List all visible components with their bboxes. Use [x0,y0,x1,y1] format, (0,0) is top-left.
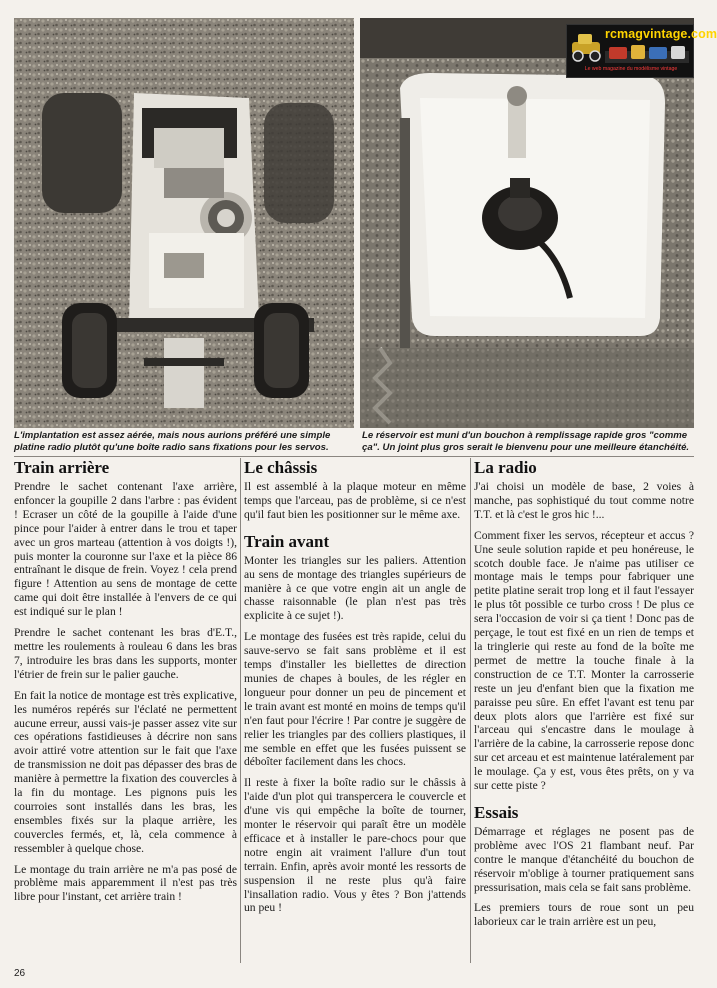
paragraph: J'ai choisi un modèle de base, 2 voies à manche, pas sophistiqué du tout comme notre T.T. et là c'est le gros hic !... [474,480,694,521]
paragraph: En fait la notice de montage est très explicative, les numéros repérés sur l'éclaté ne permettent aucune erreur, aussi vais-je passer assez vite sur ces opérations fastidieuses à décrire non sans avoir attiré votre attention sur le fait que l'axe de transmission ne doit pas dépasser des bras de manière à permettre la fixation des couvercles à la fin du montage. Les pignons puis les courroies sont installés dans les bras, les ensembles fixés sur la plaque arrière, les couvercles fermés, et, là, cela commence à ressembler à quelque chose. [14,688,237,855]
column-divider-2 [470,458,471,963]
paragraph: Le montage des fusées est très rapide, celui du sauve-servo se fait sans problème et il est temps d'installer les biellettes de direction munies de chapes à boules, de les régler en longueur pour donner un peu de pincement et le train avant est monté en moins de temps qu'il n'en faut pour l'écrire ! Par contre je suggère de relier les triangles par des colliers plastiques, il me semble en effet que les fusées puissent se déboîter facilement dans les chocs. [244,630,466,769]
fuel-tank-photo-illustration [360,18,694,428]
logo-title: rcmagvintage.com [605,27,717,41]
logo-tagline: Le web magazine du modélisme vintage [584,66,678,72]
paragraph: Les premiers tours de roue sont un peu laborieux car le train arrière est un peu, [474,901,694,929]
chassis-photo-illustration [14,18,354,428]
paragraph: Comment fixer les servos, récepteur et accus ? Une seule solution rapide et peu honéreuse, le scotch double face. Je n'aime pas utiliser ce montage mais le temps pour fabriquer une petite platine serait trop long et il faut l'essayer le plus tôt possible ce turbo cross ! De plus ce sera l'occasion de voir si ça tient ! Donc pas de perçage, le tout est fixé en un rien de temps et la tringlerie qui reste au fond de la boîte me permet de mettre la touche finale à la construction de ce T.T. Monter la carrosserie reste un jeu d'enfant bien que la fixation me paraisse peu sûre. En effet l'avant est tenu par deux plots alors que l'arrière est fixé sur l'arceau qui s'encastre dans le moulage à l'arrière de la cabine, la carrosserie repose donc sur cet arceau et est maintenue latéralement par le moulage. Ça y est, vous êtes prêts, on y va sur cette piste ? [474,528,694,793]
photo-chassis-top-view [14,18,354,428]
paragraph: Prendre le sachet contenant les bras d'E.T., mettre les roulements à rouleau 6 dans les bras 7, introduire les bras dans les supports, monter l'étrier de frein sur le palier gauche. [14,626,237,681]
paragraph: Prendre le sachet contenant l'axe arrière, enfoncer la goupille 2 dans l'arbre : pas évident ! Ecraser un côté de la goupille à l'aide d'une pince pour l'aider à entrer dans le trou et taper avec un gros marteau (attention à vos doigts !), puis monter la couronne sur l'axe et la pièce 86 entraînant le disque de frein. Voyez ! cela prend figure ! Attention au sens de montage de cette came qui doit être installée à l'envers de ce qui est indiqué sur le plan ! [14,480,237,619]
paragraph: Il est assemblé à la plaque moteur en même temps que l'arceau, pas de problème, si ce n'est qu'il faut bien les positionner sur le même axe. [244,480,466,521]
page-number: 26 [14,968,26,979]
photo-fuel-tank [360,18,694,428]
photo-caption-left: L'implantation est assez aérée, mais nous aurions préféré une simple platine radio plutôt qu'une boîte radio sans fixations pour les servos. [14,430,331,453]
rcmagvintage-logo [566,24,717,78]
heading-train-arriere: Train arrière [14,458,110,477]
article-column-2 [244,458,466,922]
heading-train-avant: Train avant [244,531,330,551]
paragraph: Il reste à fixer la boîte radio sur le châssis à l'aide d'un plot qui transpercera le couvercle et d'une vis qui empêche la boîte de tourner, monter le réservoir qui paraît être un modèle efficace et à installer le pare-chocs pour que notre engin ait vraiment l'allure d'un tout terrain. Enfin, après avoir monté les ressorts de suspension il ne reste plus qu'à faire l'insallation radio. Vous y êtes ? Bon j'attends un peu ! [244,776,466,915]
vintage-cars-banner-icon [605,41,689,65]
column-divider-1 [240,458,241,963]
heading-la-radio: La radio [474,458,537,477]
divider-horizontal [14,456,694,457]
heading-essais: Essais [474,802,519,822]
paragraph: Monter les triangles sur les paliers. Attention au sens de montage des triangles supérieurs de manière à ce que votre engin ait un angle de chasse raisonnable (le plan n'est pas très explicite à ce sujet !). [244,553,466,623]
photo-caption-right: Le réservoir est muni d'un bouchon à remplissage rapide gros "comme ça". Un joint plus gros serait le bienvenu pour une meilleure étanchéité. [362,430,690,453]
heading-le-chassis: Le châssis [244,458,318,477]
paragraph: Démarrage et réglages ne posent pas de problème avec l'OS 21 flambant neuf. Par contre le manque d'étanchéité du bouchon de réservoir m'oblige à tourner pratiquement sans pressurisation, mais cela se fait sans problème. [474,824,694,894]
article-column-1 [14,458,237,911]
article-column-3 [474,458,694,936]
vintage-car-logo-icon [570,28,604,64]
paragraph: Le montage du train arrière ne m'a pas posé de problème mais apparemment il n'est pas très libre pour l'instant, cet arrière train ! [14,862,237,904]
